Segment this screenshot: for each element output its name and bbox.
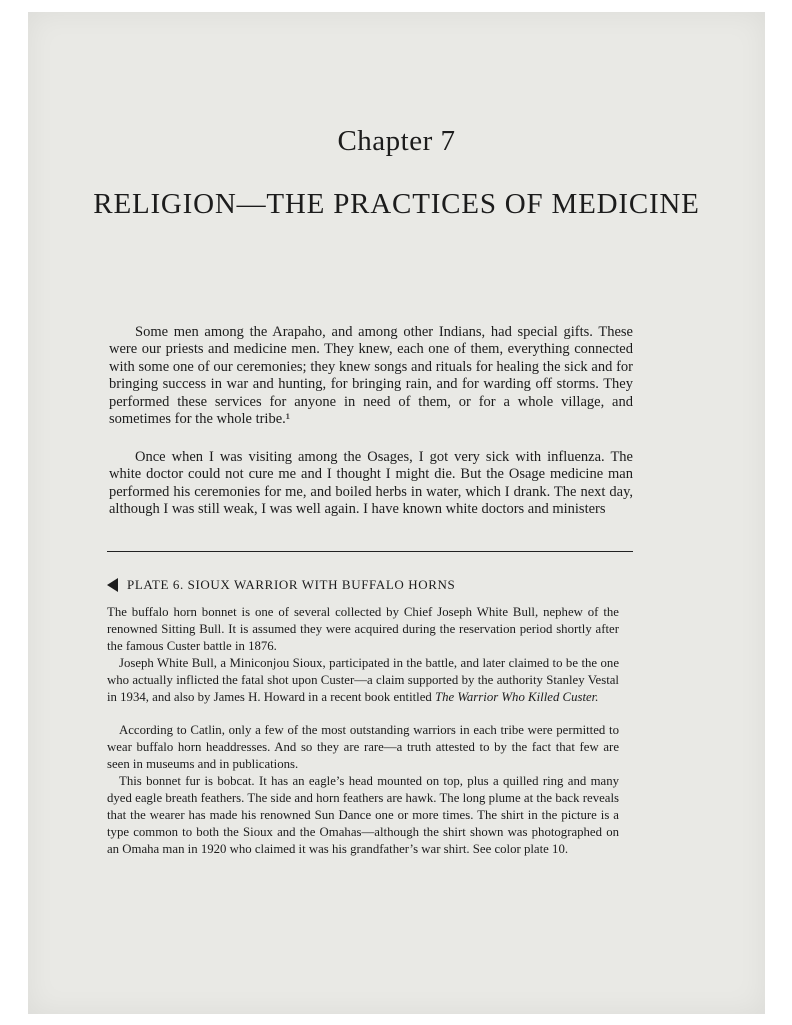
chapter-title: RELIGION—THE PRACTICES OF MEDICINE (93, 188, 700, 220)
caption-paragraph-2 (107, 655, 619, 706)
body-paragraph-1: Some men among the Arapaho, and among other Indians, had special gifts. These were our priests and medicine men. They knew, each one of them, everything connected with some one of our ceremonies; they knew songs and rituals for healing the sick and for bringing success in war and hunting, for bringing rain, and for warding off storms. They performed these services for anyone in need of them, or for a whole village, and sometimes for the whole tribe.¹ (109, 324, 633, 428)
left-arrow-icon (107, 578, 118, 592)
plate-heading-text: PLATE 6. SIOUX WARRIOR WITH BUFFALO HORNS (127, 577, 456, 592)
book-title: The Warrior Who Killed Custer. (435, 690, 599, 705)
book-page (28, 12, 765, 1014)
caption-paragraph-2-text: Joseph White Bull, a Miniconjou Sioux, participated in the battle, and later claimed to be the one who actually inflicted the fatal shot upon Custer—a claim supported by the authority Stanley Vestal in 1934, and also by James H. Howard in a recent book entitled (107, 656, 619, 705)
chapter-number: Chapter 7 (337, 125, 456, 157)
body-paragraph-2: Once when I was visiting among the Osages, I got very sick with influenza. The white doctor could not cure me and I thought I might die. But the Osage medicine man performed his ceremonies for me, and boiled herbs in water, which I drank. The next day, although I was still weak, I was well again. I have known white doctors and ministers (109, 449, 633, 518)
caption-paragraph-3: According to Catlin, only a few of the most outstanding warriors in each tribe were permitted to wear buffalo horn headdresses. And so they are rare—a truth attested to by the fact that few are seen in museums and in publications. (107, 723, 619, 772)
section-divider (107, 551, 633, 552)
plate-heading (107, 577, 455, 593)
caption-paragraph-1: The buffalo horn bonnet is one of several collected by Chief Joseph White Bull, nephew of the renowned Sitting Bull. It is assumed they were acquired during the reservation period shortly after the famous Custer battle in 1876. (107, 605, 619, 654)
caption-paragraph-4: This bonnet fur is bobcat. It has an eagle’s head mounted on top, plus a quilled ring and many dyed eagle breath feathers. The side and horn feathers are hawk. The long plume at the back reveals that the wearer has made his renowned Sun Dance one or more times. The shirt in the picture is a type common to both the Sioux and the Omahas—although the shirt shown was photographed on an Omaha man in 1920 who claimed it was his grandfather’s war shirt. See color plate 10. (107, 774, 619, 857)
